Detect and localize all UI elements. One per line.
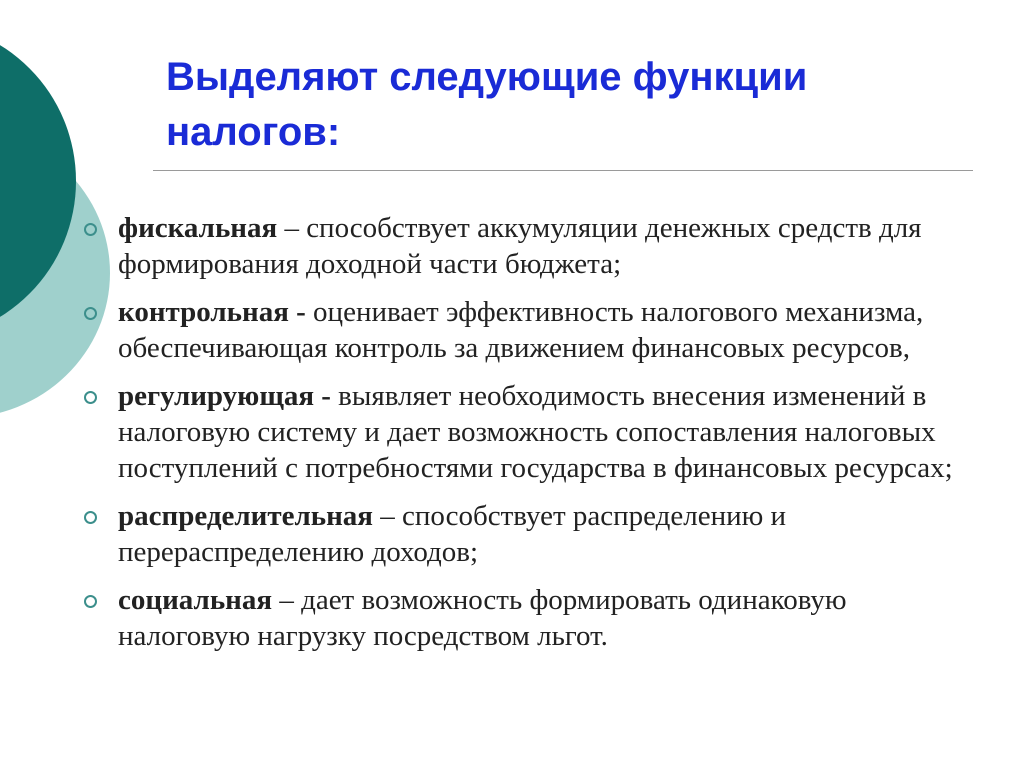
item-term: регулирующая - (118, 380, 331, 412)
list-item (78, 378, 958, 486)
item-separator: – (272, 584, 302, 616)
list-item (78, 210, 958, 282)
item-text: дает возможность формировать одинаковую налоговую нагрузку посредством льгот. (118, 584, 847, 652)
hollow-circle-bullet-icon (84, 307, 97, 320)
function-list (78, 210, 958, 666)
slide-title: Выделяют следующие функции налогов: (166, 55, 808, 154)
item-separator: – (372, 500, 402, 532)
hollow-circle-bullet-icon (84, 223, 97, 236)
hollow-circle-bullet-icon (84, 511, 97, 524)
title-divider (153, 170, 973, 171)
item-text: способствует распределению и перераспределению доходов; (118, 500, 787, 568)
item-text: способствует аккумуляции денежных средств для формирования доходной части бюджета; (118, 212, 922, 280)
item-text: оценивает эффективность налогового механизма, обеспечивающая контроль за движением финансовых ресурсов, (118, 296, 924, 364)
item-text: выявляет необходимость внесения изменений в налоговую систему и дает возможность сопоставления налоговых поступлений с потребностями государства в финансовых ресурсах; (118, 380, 953, 484)
item-separator: – (277, 212, 307, 244)
hollow-circle-bullet-icon (84, 391, 97, 404)
item-term: социальная (118, 584, 273, 616)
list-item (78, 498, 958, 570)
hollow-circle-bullet-icon (84, 595, 97, 608)
item-term: контрольная - (118, 296, 306, 328)
list-item (78, 294, 958, 366)
item-term: фискальная (118, 212, 278, 244)
list-item (78, 582, 958, 654)
item-term: распределительная (118, 500, 373, 532)
item-separator (306, 296, 313, 328)
